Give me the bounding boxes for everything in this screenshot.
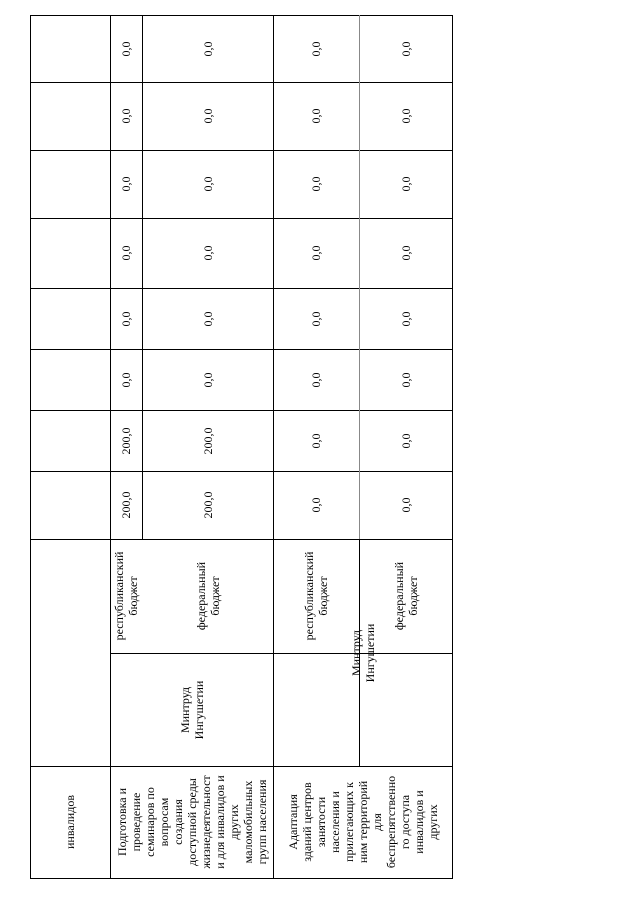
value-text: 0,0 (309, 311, 323, 326)
value-text: 0,0 (309, 372, 323, 387)
value-text: 0,0 (309, 41, 323, 56)
value-text: 0,0 (119, 41, 133, 56)
rule-left (30, 15, 31, 879)
value-cell (142, 15, 273, 82)
value-cell (110, 15, 142, 82)
value-text: 0,0 (398, 245, 413, 261)
header-label: инвалидов (63, 795, 77, 849)
value-cell (110, 410, 142, 471)
value-cell (359, 150, 452, 218)
value-text: 0,0 (119, 311, 133, 326)
value-text: 0,0 (398, 108, 413, 124)
value-text: 0,0 (309, 176, 323, 192)
value-cell (142, 349, 273, 410)
value-cell (110, 150, 142, 218)
seminars-source-federal (142, 539, 273, 653)
value-text: 0,0 (398, 497, 413, 513)
value-text: 0,0 (200, 176, 215, 192)
value-cell (273, 471, 359, 539)
seminars-source-republican (110, 539, 142, 653)
value-cell (273, 349, 359, 410)
value-cell (359, 82, 452, 150)
value-cell (273, 218, 359, 288)
value-text: 0,0 (119, 245, 133, 261)
value-cell (359, 349, 452, 410)
value-cell (142, 218, 273, 288)
value-text: 0,0 (398, 41, 413, 56)
seminars-executor: Минтруд Ингушетии (177, 680, 206, 739)
value-cell (359, 288, 452, 349)
value-text: 0,0 (200, 245, 215, 261)
value-text: 0,0 (398, 433, 413, 448)
value-text: 0,0 (200, 372, 215, 387)
value-cell (110, 288, 142, 349)
value-text: 0,0 (119, 108, 133, 124)
value-cell (359, 471, 452, 539)
value-cell (142, 471, 273, 539)
value-cell (359, 218, 452, 288)
value-text: 0,0 (200, 311, 215, 326)
value-cell (273, 15, 359, 82)
value-cell (142, 410, 273, 471)
value-cell (110, 471, 142, 539)
seminars-executor-cell (110, 653, 273, 766)
adaptation-name: Адаптация зданий центров занятости населения и прилегающих к ним территорий для беспрепятственно го доступа инвалидов и других (285, 775, 440, 869)
value-cell (110, 82, 142, 150)
value-cell (110, 349, 142, 410)
source-label: федеральный бюджет (391, 561, 420, 631)
rule-bottom (30, 878, 453, 879)
value-text: 0,0 (200, 41, 215, 56)
source-label: республиканский бюджет (112, 551, 140, 641)
source-label: федеральный бюджет (193, 561, 222, 631)
value-text: 0,0 (398, 372, 413, 387)
value-text: 0,0 (119, 372, 133, 387)
value-text: 0,0 (309, 108, 323, 124)
source-label: республиканский бюджет (302, 551, 330, 641)
value-text: 200,0 (119, 427, 133, 454)
value-cell (359, 15, 452, 82)
budget-table (30, 15, 453, 879)
value-text: 200,0 (200, 491, 215, 519)
seminars-name-cell (110, 766, 273, 878)
header-label-cell (30, 766, 110, 878)
value-text: 0,0 (200, 108, 215, 124)
value-text: 0,0 (309, 245, 323, 261)
adaptation-name-cell (273, 766, 452, 878)
adaptation-source-federal (359, 539, 452, 653)
value-cell (110, 218, 142, 288)
value-text: 0,0 (119, 176, 133, 192)
adaptation-executor: Минтруд Ингушетии (348, 623, 377, 682)
value-cell (273, 82, 359, 150)
value-cell (142, 82, 273, 150)
value-cell (359, 410, 452, 471)
value-text: 200,0 (200, 427, 215, 454)
value-text: 200,0 (119, 491, 133, 519)
value-cell (142, 288, 273, 349)
value-text: 0,0 (398, 176, 413, 192)
adaptation-source-republican (273, 539, 359, 653)
value-text: 0,0 (309, 497, 323, 513)
rule-right (452, 15, 453, 879)
value-text: 0,0 (309, 433, 323, 448)
value-cell (142, 150, 273, 218)
seminars-name: Подготовка и проведение семинаров по вопросам создания доступной среды жизнедеятельност и для инвалидов и других маломобильных групп населения (114, 775, 269, 869)
value-cell (273, 410, 359, 471)
value-text: 0,0 (398, 311, 413, 326)
value-cell (273, 150, 359, 218)
value-cell (273, 288, 359, 349)
